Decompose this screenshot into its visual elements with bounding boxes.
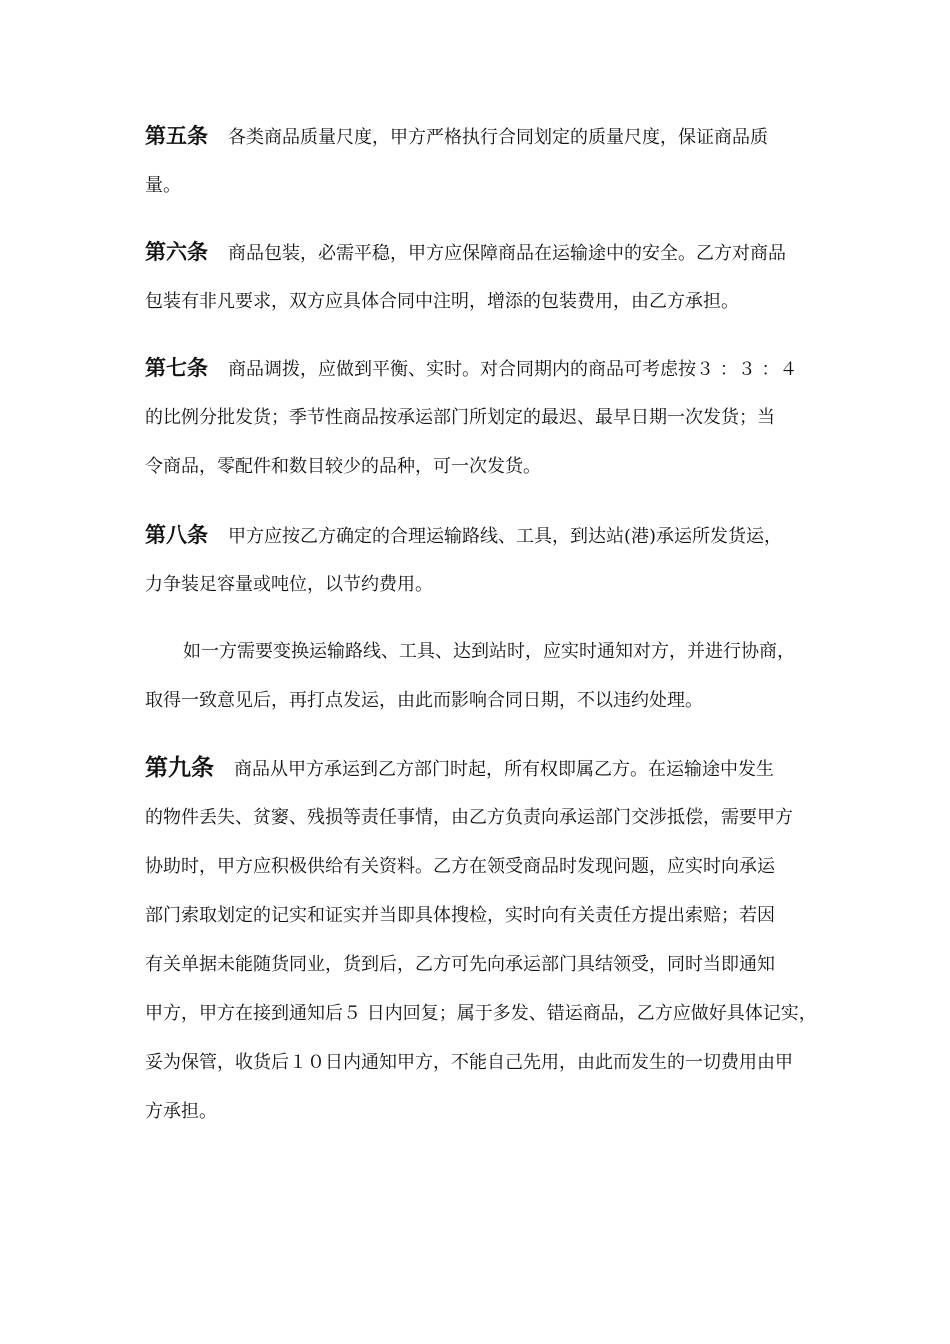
article-7-line-2: 的比例分批发货；季节性商品按承运部门所划定的最迟、最早日期一次发货；当	[145, 407, 775, 428]
article-7-line-3: 令商品，零配件和数目较少的品种，可一次发货。	[145, 456, 541, 477]
article-6-line-1	[145, 228, 825, 277]
article-9-text-1: 商品从甲方承运到乙方部门时起，所有权即属乙方。在运输途中发生	[234, 759, 774, 780]
article-8-continuation-line-1: 如一方需要变换运输路线、工具、达到站时，应实时通知对方，并进行协商，	[183, 641, 795, 662]
article-9-heading: 第九条	[145, 755, 214, 781]
article-7-text-1: 商品调拨，应做到平衡、实时。对合同期内的商品可考虑按３ ：３ ：４	[228, 359, 798, 380]
article-8-text-1: 甲方应按乙方确定的合理运输路线、工具，到达站(港)承运所发货运，	[228, 526, 783, 547]
article-8-continuation-line-2: 取得一致意见后，再打点发运，由此而影响合同日期，不以违约处理。	[145, 690, 703, 711]
article-8-heading: 第八条	[145, 523, 208, 547]
article-5-line-1	[145, 112, 825, 161]
article-8	[145, 511, 825, 609]
article-9-line-2: 的物件丢失、贫窭、残损等责任事情，由乙方负责向承运部门交涉抵偿，需要甲方	[145, 807, 793, 828]
article-8-line-2: 力争装足容量或吨位，以节约费用。	[145, 574, 433, 595]
article-6	[145, 228, 825, 326]
article-9-line-7: 妥为保管，收货后１０日内通知甲方，不能自己先用，由此而发生的一切费用由甲	[145, 1052, 793, 1073]
article-5-line-2: 量。	[145, 175, 181, 196]
article-6-heading: 第六条	[145, 240, 208, 264]
article-9-line-3: 协助时，甲方应积极供给有关资料。乙方在领受商品时发现问题，应实时向承运	[145, 856, 775, 877]
article-7-line-1	[145, 344, 825, 393]
article-5	[145, 112, 825, 210]
article-9-line-4: 部门索取划定的记实和证实并当即具体搜检，实时向有关责任方提出索赔；若因	[145, 905, 775, 926]
article-9-line-6: 甲方，甲方在接到通知后５ 日内回复；属于多发、错运商品，乙方应做好具体记实，	[145, 1003, 817, 1024]
article-5-text-1: 各类商品质量尺度，甲方严格执行合同划定的质量尺度，保证商品质	[228, 127, 768, 148]
article-9-line-8: 方承担。	[145, 1101, 217, 1122]
article-9-line-5: 有关单据未能随货同业，货到后，乙方可先向承运部门具结领受，同时当即通知	[145, 954, 775, 975]
article-9	[145, 744, 825, 1136]
article-7	[145, 344, 825, 491]
article-5-heading: 第五条	[145, 124, 208, 148]
article-8-continuation	[145, 627, 825, 725]
article-6-line-2: 包装有非凡要求，双方应具体合同中注明，增添的包装费用，由乙方承担。	[145, 291, 739, 312]
article-6-text-1: 商品包装，必需平稳，甲方应保障商品在运输途中的安全。乙方对商品	[228, 243, 786, 264]
article-8-line-1	[145, 511, 825, 560]
article-9-line-1	[145, 744, 825, 793]
article-7-heading: 第七条	[145, 356, 208, 380]
